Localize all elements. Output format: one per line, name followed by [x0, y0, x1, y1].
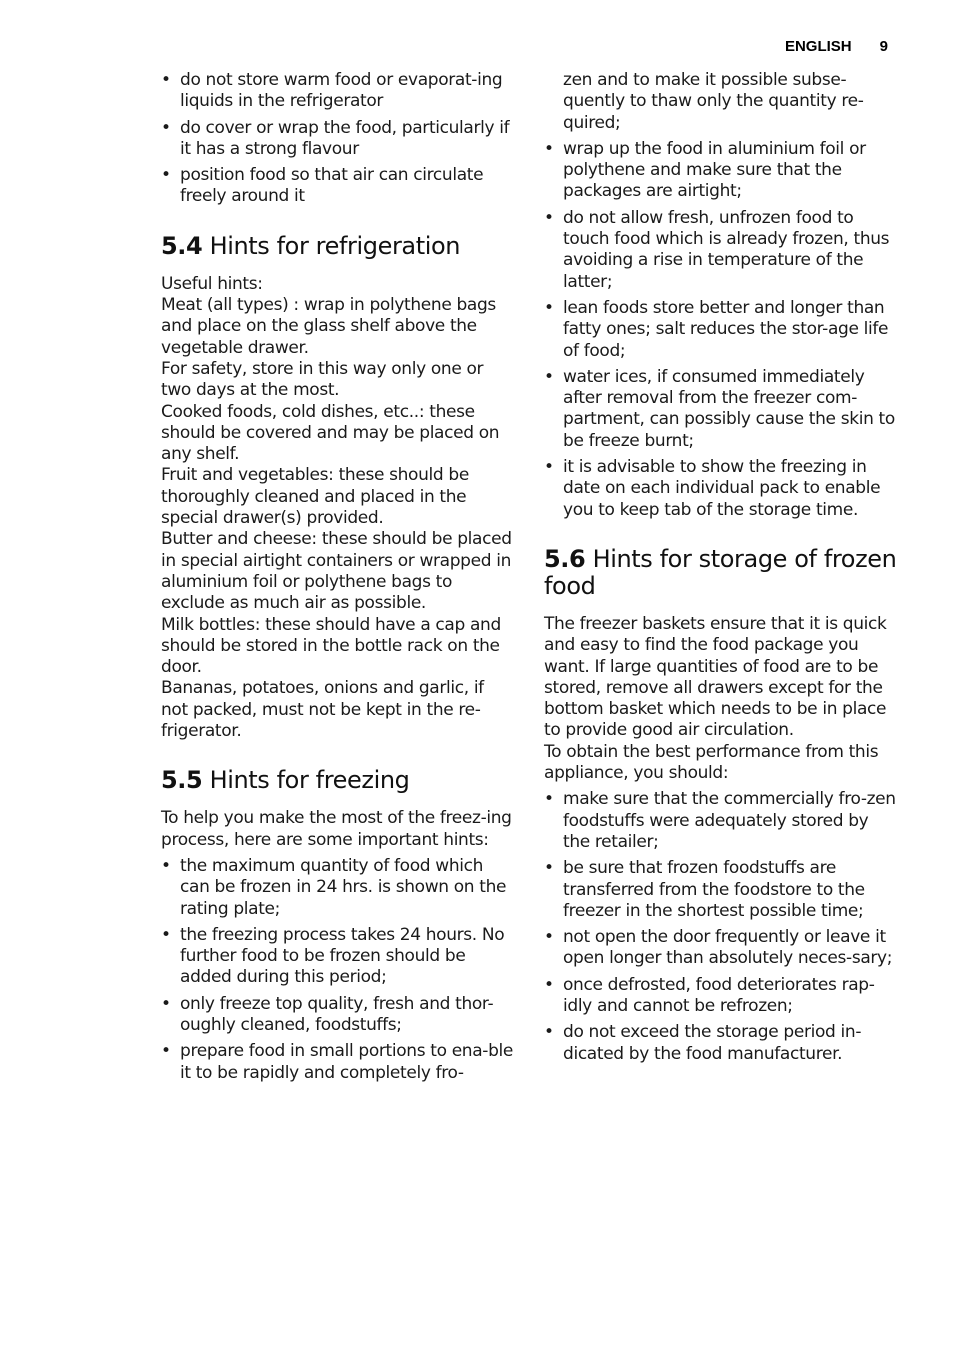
- left-column: [161, 70, 513, 1089]
- list-item-continued: zen and to make it possible subse-quently to thaw only the quantity re-quired;: [563, 70, 864, 133]
- hint-line: Useful hints:: [161, 273, 263, 294]
- list-item: • lean foods store better and longer than fatty ones; salt reduces the stor-age life of food;: [544, 298, 900, 362]
- section-heading-5-6: [544, 546, 900, 600]
- list-item: • do not store warm food or evaporat-ing liquids in the refrigerator: [161, 70, 513, 113]
- hint-line: Milk bottles: these should have a cap and should be stored in the bottle rack on the door.: [161, 614, 501, 678]
- list-item: • make sure that the commercially fro-zen foodstuffs were adequately stored by the retailer;: [544, 789, 900, 853]
- frozen-storage-bullet-list: [544, 789, 900, 1065]
- right-column: [544, 70, 900, 1070]
- list-item: • do cover or wrap the food, particularly if it has a strong flavour: [161, 118, 513, 161]
- list-item: • the freezing process takes 24 hours. No further food to be frozen should be added during this period;: [161, 925, 513, 989]
- list-item: • do not exceed the storage period in-dicated by the food manufacturer.: [544, 1022, 900, 1065]
- list-item: • wrap up the food in aluminium foil or polythene and make sure that the packages are airtight;: [544, 139, 900, 203]
- freezing-bullet-list-continued: [544, 139, 900, 521]
- list-item: • position food so that air can circulate freely around it: [161, 165, 513, 208]
- hint-line: Meat (all types) : wrap in polythene bags and place on the glass shelf above the vegetable drawer.: [161, 295, 496, 358]
- language-label: ENGLISH: [784, 38, 852, 55]
- list-item: • not open the door frequently or leave it open longer than absolutely neces-sary;: [544, 927, 900, 970]
- hint-line: Cooked foods, cold dishes, etc..: these should be covered and may be placed on any shelf.: [161, 401, 500, 465]
- frozen-storage-paragraph-2: To obtain the best performance from this appliance, you should:: [544, 741, 879, 784]
- section-number: 5.5: [161, 766, 203, 795]
- page-header: [785, 38, 888, 55]
- section-title: Hints for refrigeration: [209, 231, 461, 260]
- intro-bullet-list: [161, 70, 513, 208]
- list-item: • do not allow fresh, unfrozen food to touch food which is already frozen, thus avoiding a rise in temperature of the latter;: [544, 208, 900, 293]
- section-number: 5.4: [161, 231, 203, 260]
- list-item: • once defrosted, food deteriorates rap-idly and cannot be refrozen;: [544, 975, 900, 1018]
- hint-line: For safety, store in this way only one or two days at the most.: [161, 358, 484, 401]
- continued-bullet: [544, 70, 900, 134]
- list-item: • only freeze top quality, fresh and thor-oughly cleaned, foodstuffs;: [161, 994, 513, 1037]
- refrigeration-hints: [161, 274, 513, 743]
- section-title: Hints for freezing: [209, 766, 410, 795]
- hint-line: Butter and cheese: these should be placed in special airtight containers or wrapped in aluminium foil or polythene bags to exclude as much air as possible.: [161, 529, 512, 614]
- freezing-intro: To help you make the most of the freez-ing process, here are some important hints:: [161, 808, 512, 850]
- list-item: • the maximum quantity of food which can be frozen in 24 hrs. is shown on the rating plate;: [161, 856, 513, 920]
- section-heading-5-4: [161, 233, 513, 260]
- page-number: 9: [879, 38, 888, 55]
- list-item: • water ices, if consumed immediately after removal from the freezer com-partment, can possibly cause the skin to be freeze burnt;: [544, 367, 900, 452]
- list-item: • it is advisable to show the freezing in date on each individual pack to enable you to keep tab of the storage time.: [544, 457, 900, 521]
- list-item: • be sure that frozen foodstuffs are transferred from the foodstore to the freezer in the shortest possible time;: [544, 858, 900, 922]
- hint-line: Bananas, potatoes, onions and garlic, if not packed, must not be kept in the re-frigerator.: [161, 678, 484, 742]
- section-title: Hints for storage of frozen food: [544, 544, 897, 600]
- frozen-storage-paragraph: The freezer baskets ensure that it is quick and easy to find the food package you want. If large quantities of food are to be stored, remove all drawers except for the bottom basket which needs to be in place to provide good air circulation.: [544, 613, 887, 741]
- freezing-bullet-list: [161, 856, 513, 1084]
- section-number: 5.6: [544, 544, 586, 573]
- list-item: • prepare food in small portions to ena-ble it to be rapidly and completely fro-: [161, 1041, 513, 1084]
- hint-line: Fruit and vegetables: these should be thoroughly cleaned and placed in the special drawer(s) provided.: [161, 465, 469, 529]
- section-heading-5-5: [161, 767, 513, 794]
